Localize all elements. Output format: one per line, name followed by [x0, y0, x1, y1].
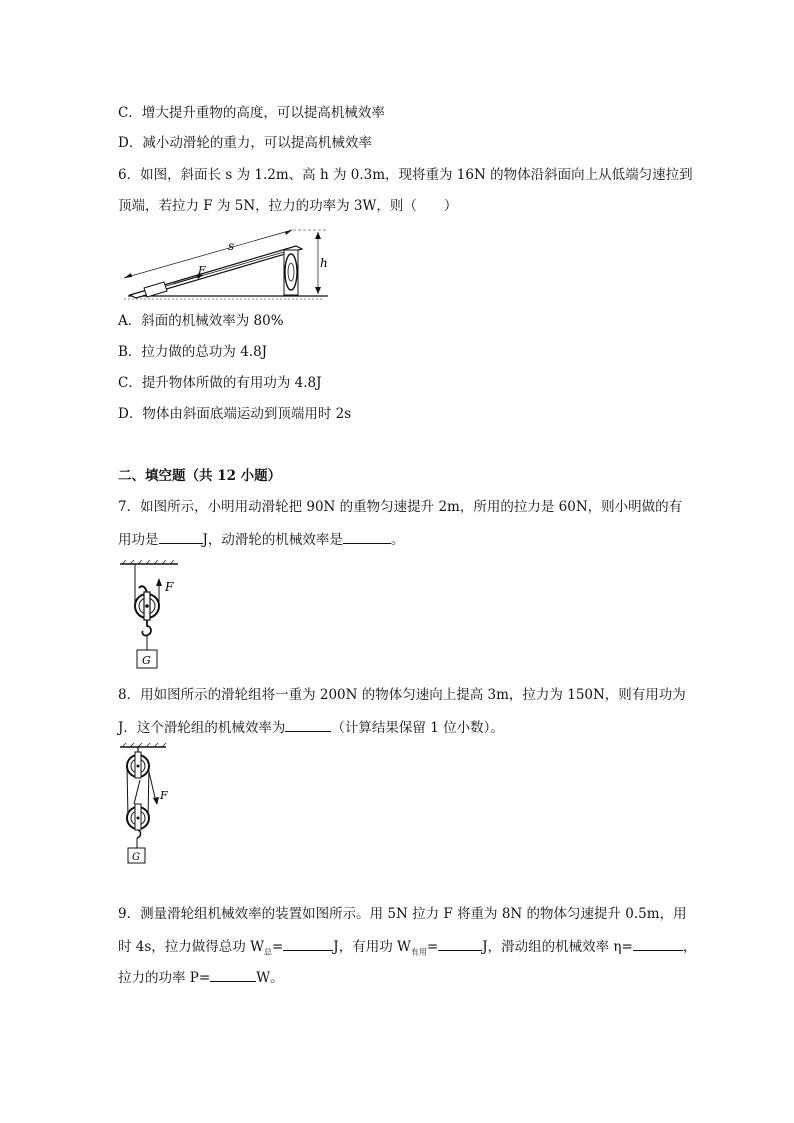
q6-stem-line2: 顶端，若拉力 F 为 5N，拉力的功率为 3W，则（ ）	[118, 198, 458, 214]
q8-blank-efficiency[interactable]	[285, 717, 331, 732]
section-title-fill-in: 二、填空题（共 12 小题）	[118, 468, 282, 484]
q7-fig-label-g: G	[142, 654, 151, 667]
q7-fig-label-f: F	[165, 580, 174, 594]
q9-stem-line2	[118, 936, 696, 962]
q8-fig-label-f: F	[160, 789, 168, 802]
q9-blank-efficiency[interactable]	[633, 936, 683, 951]
q6-stem-line1: 6．如图，斜面长 s 为 1.2m、高 h 为 0.3m，现将重为 16N 的物体沿斜面向上从低端匀速拉到	[118, 167, 693, 183]
q9-sub-total: 总	[263, 947, 272, 957]
q8-fig-label-g: G	[132, 852, 140, 863]
q9-text-h: W。	[256, 970, 284, 986]
q9-text-f: ，	[682, 939, 697, 955]
q9-text-b: =	[271, 939, 284, 955]
q8-text-b: （计算结果保留 1 位小数）。	[331, 720, 504, 736]
q7-text-b: J，动滑轮的机械效率是	[202, 532, 343, 548]
q9-text-g: 拉力的功率 P=	[118, 970, 211, 986]
q7-stem-line1: 7．如图所示，小明用动滑轮把 90N 的重物匀速提升 2m，所用的拉力是 60N，则小明做的有	[118, 499, 683, 515]
q9-text-a: 时 4s，拉力做得总功 W	[118, 939, 264, 955]
q7-pulley-figure	[118, 560, 198, 672]
q6-option-c: C．提升物体所做的有用功为 4.8J	[118, 375, 322, 391]
q9-sub-useful: 有用	[410, 947, 427, 957]
q7-blank-efficiency[interactable]	[343, 529, 391, 544]
q6-fig-label-h: h	[320, 256, 328, 270]
q7-text-a: 用功是	[118, 532, 159, 548]
q8-text-a: J．这个滑轮组的机械效率为	[118, 720, 286, 736]
q8-stem-line2	[118, 717, 504, 737]
q8-pulley-block-figure	[118, 742, 188, 866]
q6-incline-figure	[118, 222, 338, 302]
q6-fig-label-f: F	[198, 264, 206, 277]
q9-text-d: =	[426, 939, 439, 955]
q9-stem-line3	[118, 967, 284, 987]
q5-option-c: C．增大提升重物的高度，可以提高机械效率	[118, 105, 385, 121]
q7-blank-useful-work[interactable]	[159, 529, 203, 544]
q6-option-a: A．斜面的机械效率为 80%	[118, 313, 284, 329]
q6-fig-label-s: s	[228, 239, 235, 253]
q9-blank-useful-work[interactable]	[438, 936, 482, 951]
q6-option-d: D．物体由斜面底端运动到顶端用时 2s	[118, 406, 352, 422]
q5-option-d: D．减小动滑轮的重力，可以提高机械效率	[118, 135, 372, 151]
q9-text-e: J，滑动组的机械效率 η=	[482, 939, 633, 955]
q7-text-c: 。	[390, 532, 405, 548]
q9-blank-power[interactable]	[210, 967, 256, 982]
q7-stem-line2	[118, 529, 404, 549]
q6-option-b: B．拉力做的总功为 4.8J	[118, 344, 268, 360]
q9-stem-line1: 9．测量滑轮组机械效率的装置如图所示。用 5N 拉力 F 将重为 8N 的物体匀速提升 0.5m，用	[118, 906, 687, 922]
q9-blank-total-work[interactable]	[283, 936, 333, 951]
q8-stem-line1: 8．用如图所示的滑轮组将一重为 200N 的物体匀速向上提高 3m，拉力为 150N，则有用功为	[118, 687, 686, 703]
q9-text-c: J，有用功 W	[333, 939, 411, 955]
